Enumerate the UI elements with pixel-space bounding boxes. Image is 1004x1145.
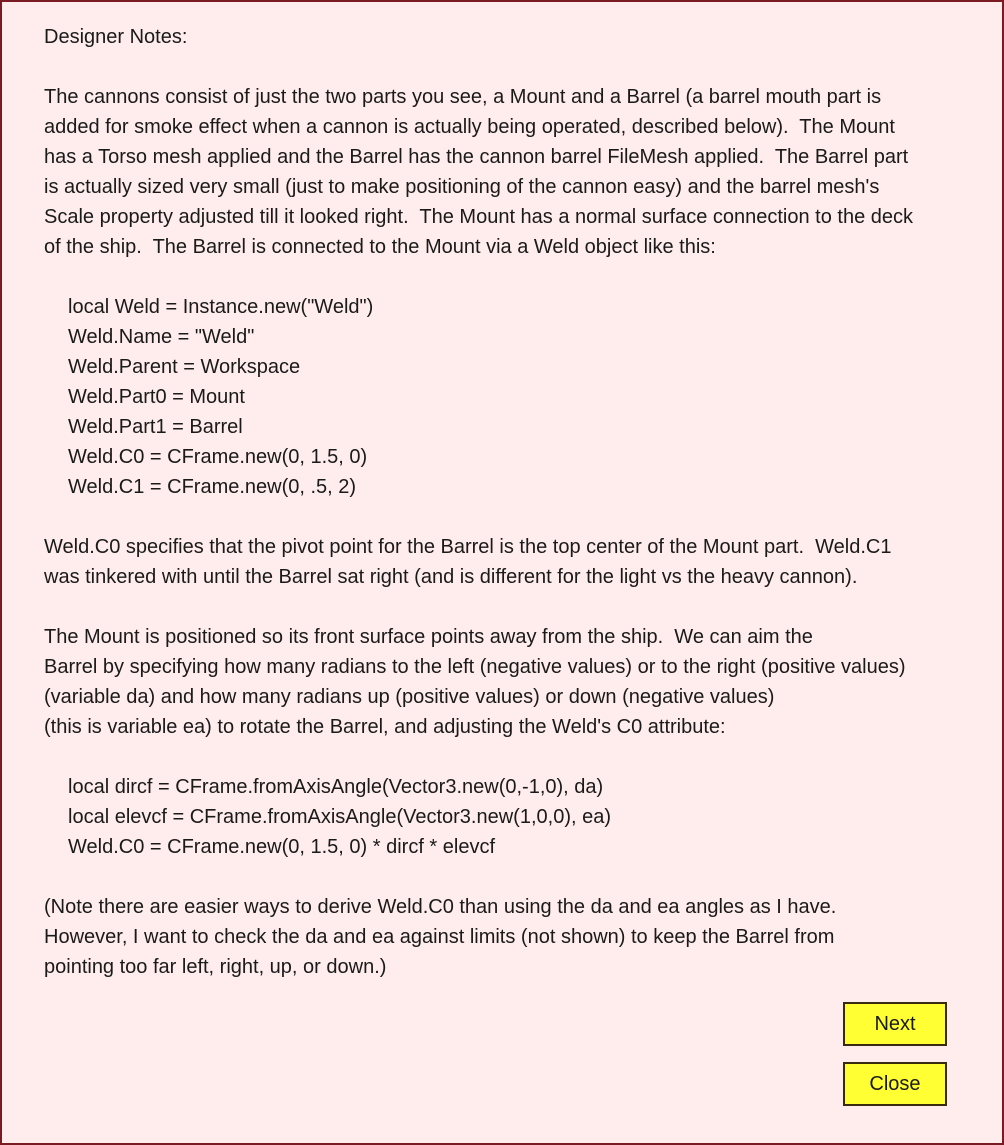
paragraph-line: Barrel by specifying how many radians to the left (negative values) or to the right (positive values) [44,656,906,678]
paragraph-line: The Mount is positioned so its front surface points away from the ship. We can aim the [44,626,813,648]
next-button[interactable]: Next [843,1002,947,1046]
code-line: local dircf = CFrame.fromAxisAngle(Vector3.new(0,-1,0), da) [68,776,604,798]
paragraph-line: Weld.C0 specifies that the pivot point for the Barrel is the top center of the Mount part. Weld.C1 [44,536,892,558]
paragraph-line: However, I want to check the da and ea against limits (not shown) to keep the Barrel from [44,926,835,948]
paragraph-line: (Note there are easier ways to derive Weld.C0 than using the da and ea angles as I have. [44,896,837,918]
close-button[interactable]: Close [843,1062,947,1106]
paragraph-line: was tinkered with until the Barrel sat right (and is different for the light vs the heavy cannon). [44,566,858,588]
code-line: Weld.Part1 = Barrel [68,416,243,438]
code-line: Weld.Name = "Weld" [68,326,255,348]
paragraph-line: (this is variable ea) to rotate the Barrel, and adjusting the Weld's C0 attribute: [44,716,726,738]
code-line: local elevcf = CFrame.fromAxisAngle(Vector3.new(1,0,0), ea) [68,806,611,828]
paragraph-line: The cannons consist of just the two parts you see, a Mount and a Barrel (a barrel mouth part is [44,86,882,108]
code-line: Weld.C1 = CFrame.new(0, .5, 2) [68,476,357,498]
paragraph-line: Scale property adjusted till it looked right. The Mount has a normal surface connection to the deck [44,206,914,228]
paragraph-line: added for smoke effect when a cannon is actually being operated, described below). The Mount [44,116,895,138]
paragraph-line: of the ship. The Barrel is connected to the Mount via a Weld object like this: [44,236,716,258]
paragraph-line: has a Torso mesh applied and the Barrel has the cannon barrel FileMesh applied. The Barrel part [44,146,909,168]
paragraph-line: pointing too far left, right, up, or down.) [44,956,387,978]
code-line: Weld.Parent = Workspace [68,356,301,378]
code-line: Weld.C0 = CFrame.new(0, 1.5, 0) [68,446,368,468]
code-line: Weld.Part0 = Mount [68,386,245,408]
paragraph-line: (variable da) and how many radians up (positive values) or down (negative values) [44,686,775,708]
code-line: Weld.C0 = CFrame.new(0, 1.5, 0) * dircf * elevcf [68,836,496,858]
paragraph-line: is actually sized very small (just to make positioning of the cannon easy) and the barrel mesh's [44,176,880,198]
code-line: local Weld = Instance.new("Weld") [68,296,374,318]
dialog-title: Designer Notes: [44,26,188,48]
